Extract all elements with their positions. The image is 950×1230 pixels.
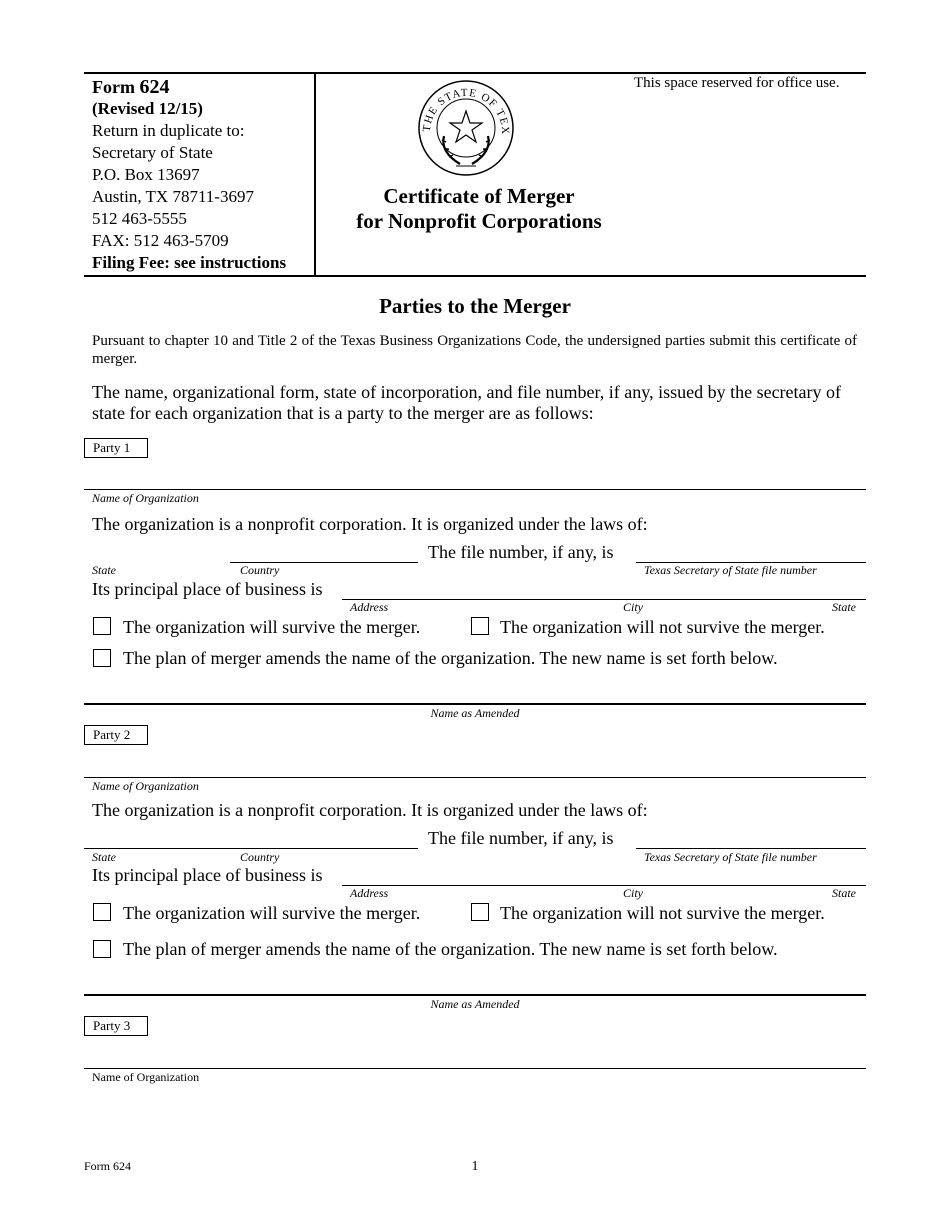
party-1-not-survive-label: The organization will not survive the merger. (500, 617, 825, 637)
party-3-name-input[interactable] (92, 1045, 866, 1069)
party-1-not-survive-checkbox[interactable] (471, 617, 489, 635)
party-1-file-number-input[interactable] (638, 540, 868, 564)
party-1-state-input[interactable] (90, 540, 234, 564)
party-3-label: Party 3 (84, 1016, 148, 1036)
header-top-rule (84, 72, 866, 74)
address-line: Return in duplicate to: (92, 121, 245, 140)
form-number (92, 76, 314, 98)
address-line: 512 463-5555 (92, 209, 187, 228)
form-title-line-1: Certificate of Merger (383, 184, 575, 208)
party-2-state-caption: State (92, 850, 116, 864)
footer-form-label: Form 624 (84, 1159, 132, 1173)
svg-text:THE STATE OF TEXAS: THE STATE OF TEX (420, 86, 512, 136)
party-1-name-input[interactable] (92, 466, 866, 490)
texas-state-seal (416, 80, 516, 180)
address-line: Secretary of State (92, 143, 213, 162)
party-2-not-survive-checkbox[interactable] (471, 903, 489, 921)
party-2-survive-checkbox[interactable] (93, 903, 111, 921)
party-1-survive-label: The organization will survive the merger. (123, 617, 421, 637)
party-2-label: Party 2 (84, 725, 148, 745)
party-1-country-input[interactable] (236, 540, 420, 564)
party-2-principal-place-text: Its principal place of business is (92, 865, 323, 885)
party-2-state-address-caption: State (832, 886, 856, 900)
party-1-survive-checkbox[interactable] (93, 617, 111, 635)
party-1-address-caption: Address (350, 600, 389, 614)
party-1-address-line (342, 599, 866, 600)
party-1-state-address-caption: State (832, 600, 856, 614)
party-2-amended-name-line (84, 994, 866, 996)
party-2-country-caption: Country (240, 850, 280, 864)
party-1-amend-name-checkbox[interactable] (93, 649, 111, 667)
address-line: Austin, TX 78711-3697 (92, 187, 254, 206)
party-2-file-number-caption: Texas Secretary of State file number (644, 850, 817, 864)
party-1-amended-name-input[interactable] (92, 680, 866, 704)
party-2-name-line (84, 777, 866, 778)
party-1-name-line (84, 489, 866, 490)
party-2-file-number-input[interactable] (638, 826, 868, 850)
party-1-label: Party 1 (84, 438, 148, 458)
party-2-name-input[interactable] (92, 754, 866, 778)
section-title: Parties to the Merger (379, 294, 571, 318)
party-1-amended-name-line (84, 703, 866, 705)
party-2-amended-name-caption: Name as Amended (430, 997, 520, 1011)
party-2-file-number-line (636, 848, 866, 849)
party-2-file-number-text: The file number, if any, is (428, 828, 614, 848)
party-2-state-input[interactable] (90, 826, 234, 850)
party-1-country-caption: Country (240, 563, 280, 577)
instruction-paragraph: The name, organizational form, state of incorporation, and file number, if any, issued by the secretary of state for each organization that is a party to the merger are as follows: (92, 382, 842, 423)
header-bottom-rule (84, 275, 866, 277)
party-2-country-input[interactable] (236, 826, 420, 850)
party-3-name-caption: Name of Organization (92, 1070, 200, 1084)
party-2-name-caption: Name of Organization (92, 779, 199, 793)
party-3-name-line (84, 1068, 866, 1069)
filing-fee: Filing Fee: see instructions (92, 253, 287, 272)
party-1-amend-name-label: The plan of merger amends the name of the organization. The new name is set forth below. (123, 648, 778, 668)
party-1-state-caption: State (92, 563, 116, 577)
party-1-organized-text: The organization is a nonprofit corporation. It is organized under the laws of: (92, 514, 648, 534)
form-number-value: 624 (139, 76, 170, 98)
party-2-amended-name-input[interactable] (92, 971, 866, 995)
party-1-city-caption: City (623, 600, 643, 614)
party-1-file-number-caption: Texas Secretary of State file number (644, 563, 817, 577)
party-2-address-line (342, 885, 866, 886)
party-2-state-country-line (84, 848, 418, 849)
party-1-amended-name-caption: Name as Amended (430, 706, 520, 720)
address-line: P.O. Box 13697 (92, 165, 200, 184)
page-number: 1 (471, 1159, 479, 1174)
form-title-line-2: for Nonprofit Corporations (356, 209, 602, 233)
party-1-name-caption: Name of Organization (92, 491, 199, 505)
header-divider (314, 72, 316, 276)
form-word: Form (92, 77, 135, 97)
party-1-file-number-text: The file number, if any, is (428, 542, 614, 562)
revised-date: (Revised 12/15) (92, 99, 203, 118)
party-2-amend-name-checkbox[interactable] (93, 940, 111, 958)
return-address-block (92, 76, 314, 274)
party-2-amend-name-label: The plan of merger amends the name of the organization. The new name is set forth below. (123, 939, 778, 959)
intro-paragraph: Pursuant to chapter 10 and Title 2 of the Texas Business Organizations Code, the undersigned parties submit this certificate of merger. (92, 333, 857, 367)
office-use-note: This space reserved for office use. (634, 75, 840, 91)
address-line: FAX: 512 463-5709 (92, 231, 229, 250)
party-2-survive-label: The organization will survive the merger. (123, 903, 421, 923)
party-2-not-survive-label: The organization will not survive the merger. (500, 903, 825, 923)
party-1-principal-place-text: Its principal place of business is (92, 579, 323, 599)
party-2-organized-text: The organization is a nonprofit corporation. It is organized under the laws of: (92, 800, 648, 820)
party-2-address-caption: Address (350, 886, 389, 900)
party-2-city-caption: City (623, 886, 643, 900)
form-title (316, 184, 642, 234)
